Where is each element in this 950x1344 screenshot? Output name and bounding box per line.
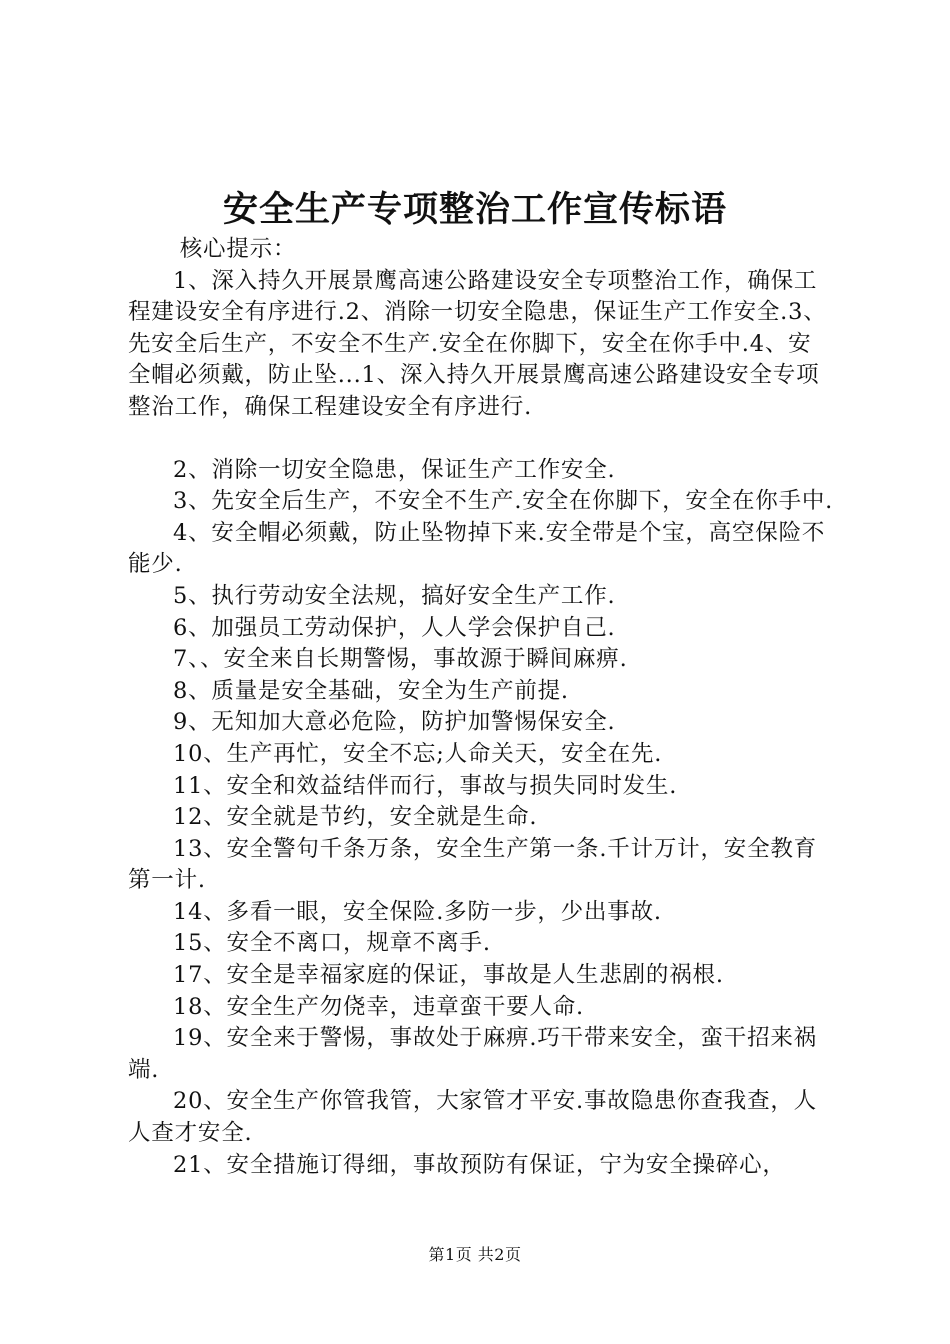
page-number-footer: 第1页 共2页 [428, 1245, 522, 1264]
list-item: 12、安全就是节约，安全就是生命. [173, 804, 538, 831]
list-item: 17、安全是幸福家庭的保证，事故是人生悲剧的祸根. [173, 962, 724, 989]
list-item: 8、质量是安全基础，安全为生产前提. [173, 677, 569, 704]
list-item: 9、无知加大意必危险，防护加警惕保安全. [173, 709, 616, 736]
list-item: 20、安全生产你管我管，大家管才平安.事故隐患你查我查，人人查才安全. [128, 1088, 817, 1147]
list-item: 5、执行劳动安全法规，搞好安全生产工作. [173, 582, 616, 609]
summary-paragraph: 1、深入持久开展景鹰高速公路建设安全专项整治工作，确保工程建设安全有序进行.2、消除一切安全隐患，保证生产工作安全.3、先安全后生产，不安全不生产.安全在你脚下，安全在你手中.4、安全帽必须戴，防止坠...1、深入持久开展景鹰高速公路建设安全专项整治工作，确保工程建设安全有序进行. [128, 267, 827, 420]
list-item: 13、安全警句千条万条，安全生产第一条.千计万计，安全教育第一计. [128, 835, 817, 894]
list-item: 14、多看一眼，安全保险.多防一步，少出事故. [173, 898, 662, 925]
list-item: 19、安全来于警惕，事故处于麻痹.巧干带来安全，蛮干招来祸端. [128, 1025, 817, 1083]
document-title: 安全生产专项整治工作宣传标语 [222, 189, 727, 230]
list-item: 18、安全生产勿侥幸，违章蛮干要人命. [173, 993, 584, 1020]
list-item: 11、安全和效益结伴而行，事故与损失同时发生. [173, 772, 678, 799]
list-item: 10、生产再忙，安全不忘;人命关天，安全在先. [173, 740, 663, 767]
list-item: 2、消除一切安全隐患，保证生产工作安全. [173, 456, 616, 483]
paragraph-gap [128, 424, 834, 455]
list-item: 21、安全措施订得细，事故预防有保证，宁为安全操碎心， [173, 1151, 786, 1178]
document-body [128, 234, 834, 1181]
list-item: 7、、安全来自长期警惕，事故源于瞬间麻痹. [173, 646, 628, 673]
list-item: 4、安全帽必须戴，防止坠物掉下来.安全带是个宝，高空保险不能少. [128, 519, 826, 578]
list-item: 6、加强员工劳动保护，人人学会保护自己. [173, 614, 616, 641]
list-item: 3、先安全后生产，不安全不生产.安全在你脚下，安全在你手中. [173, 488, 834, 515]
intro-label: 核心提示： [179, 236, 297, 262]
list-item: 15、安全不离口，规章不离手. [173, 930, 491, 957]
